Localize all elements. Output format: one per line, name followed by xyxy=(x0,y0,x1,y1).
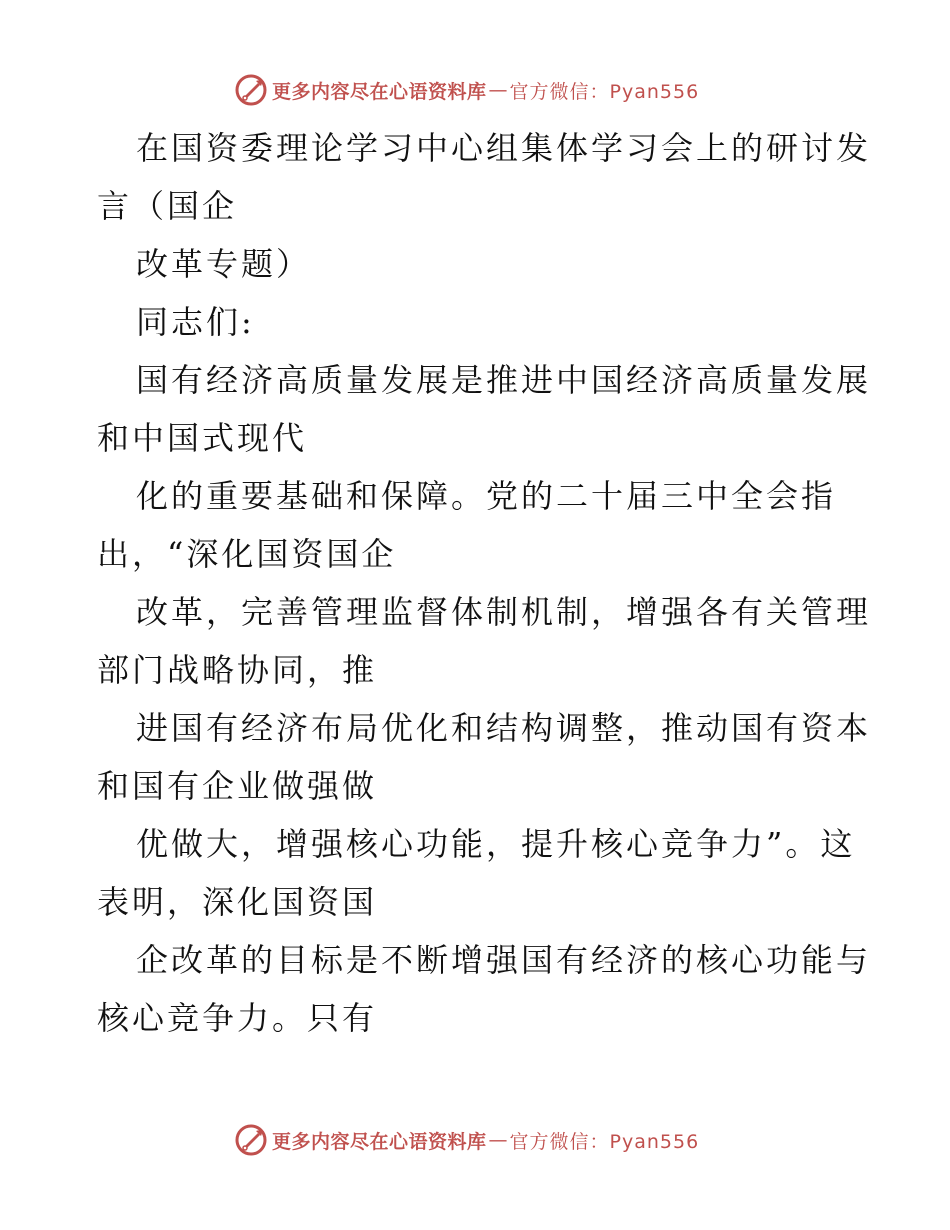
title-line-3: 改革专题） xyxy=(136,245,312,283)
title-line-2: 言（国企 xyxy=(97,187,238,225)
body-line: 企改革的目标是不断增强国有经济的核心功能与 xyxy=(136,941,872,979)
quill-seal-icon xyxy=(234,73,268,107)
watermark-dash: — xyxy=(488,1129,508,1151)
body-line: 化的重要基础和保障。党的二十届三中全会指 xyxy=(136,477,837,515)
body-line: 部门战略协同，推 xyxy=(97,651,378,689)
header-watermark xyxy=(234,72,699,108)
body-line: 出，“深化国资国企 xyxy=(97,535,397,573)
quill-seal-icon xyxy=(234,1123,268,1157)
watermark-wechat: 官方微信：Pyan556 xyxy=(509,1130,700,1153)
watermark-text: 更多内容尽在心语资料库 xyxy=(272,80,487,103)
watermark-text: 更多内容尽在心语资料库 xyxy=(272,1130,487,1153)
title-line-1: 在国资委理论学习中心组集体学习会上的研讨发 xyxy=(136,129,872,167)
watermark-wechat: 官方微信：Pyan556 xyxy=(509,80,700,103)
body-line: 表明，深化国资国 xyxy=(97,883,378,921)
body-line: 进国有经济布局优化和结构调整，推动国有资本 xyxy=(136,709,872,747)
body-line: 和中国式现代 xyxy=(97,419,308,457)
watermark-dash: — xyxy=(488,79,508,101)
body-line: 核心竞争力。只有 xyxy=(97,999,378,1037)
salutation: 同志们: xyxy=(136,303,255,341)
body-line: 国有经济高质量发展是推进中国经济高质量发展 xyxy=(136,361,872,399)
body-line: 和国有企业做强做 xyxy=(97,767,378,805)
body-line: 优做大，增强核心功能，提升核心竞争力”。这 xyxy=(136,825,856,863)
body-line: 改革，完善管理监督体制机制，增强各有关管理 xyxy=(136,593,872,631)
footer-watermark xyxy=(234,1122,699,1158)
